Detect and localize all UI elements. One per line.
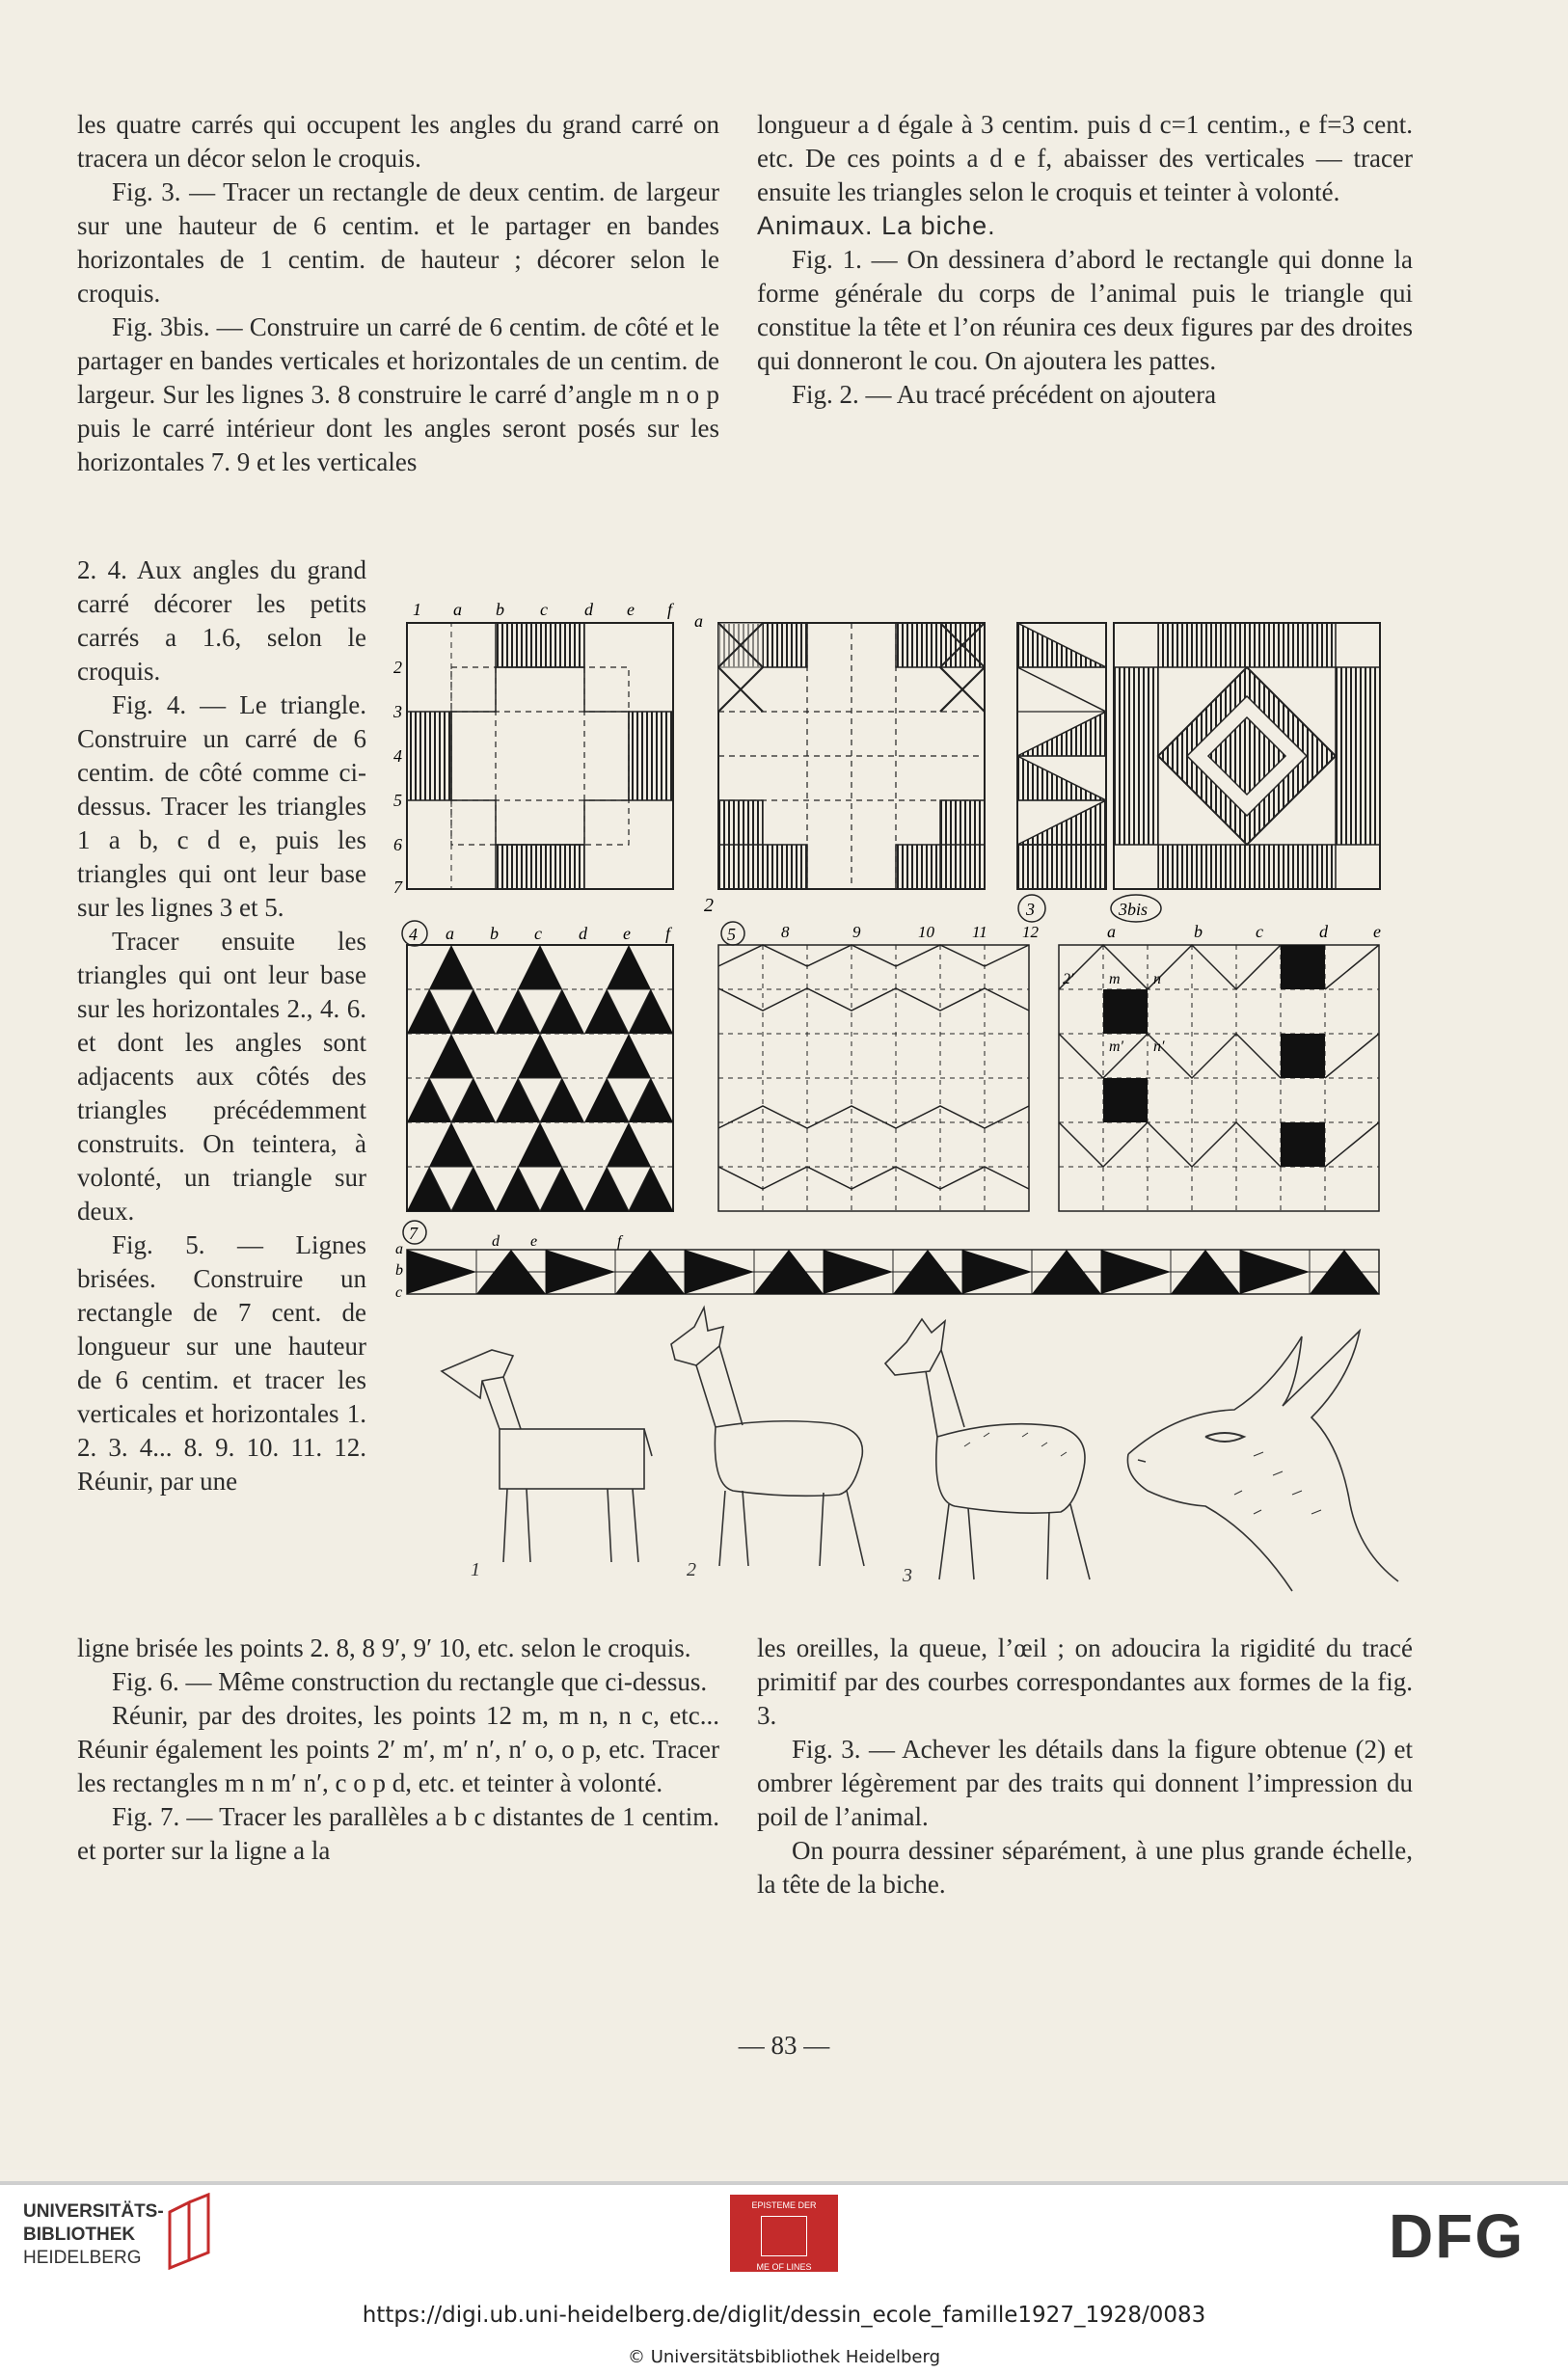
fig6-label: d <box>1319 922 1328 941</box>
fig7-triangle <box>1101 1250 1171 1294</box>
hatched-rect <box>496 623 584 667</box>
paragraph-fig5: Fig. 5. — Lignes brisées. Construire un rectangle de 7 cent. de longueur sur une hauteur de 6 centim. et tracer les verticales et horizontales 1. 2. 3. 4... 8. 9. 10. 11. 12. Réunir, par une <box>77 1230 366 1496</box>
deer-sketch-3 <box>885 1319 1090 1586</box>
fig4-label: b <box>490 924 499 943</box>
fig4-number: 4 <box>409 925 418 944</box>
paragraph-deer-fig3: Fig. 3. — Achever les détails dans la figure obtenue (2) et ombrer légèrement par des traits qui donnent l’impression du poil de l’animal. <box>757 1735 1413 1831</box>
fig7-label: b <box>395 1262 403 1279</box>
hatched-rect <box>407 712 451 800</box>
paragraph: les oreilles, la queue, l’œil ; on adoucira la rigidité du tracé primitif par des courbes correspondantes aux formes de la fig. 3. <box>757 1633 1413 1730</box>
fig5-label: 10 <box>918 923 934 941</box>
fig7-triangle <box>824 1250 893 1294</box>
fig7-triangle <box>546 1250 615 1294</box>
fig-number: 2 <box>704 895 714 916</box>
fig5-grid <box>718 945 1029 1211</box>
fig7-triangle <box>962 1250 1032 1294</box>
figure-4 <box>402 921 673 1211</box>
fig7-triangle <box>685 1250 754 1294</box>
fig6-label: a <box>1107 922 1116 941</box>
deer-sketch-2 <box>671 1308 864 1580</box>
fig7-triangle <box>1240 1250 1310 1294</box>
fig6-label: b <box>1194 922 1203 941</box>
figure-2 <box>392 600 675 897</box>
fig2-label: e <box>627 600 635 619</box>
paragraph-fig6: Fig. 6. — Même construction du rectangle que ci-dessus. <box>112 1667 708 1696</box>
heading-bold: Animaux. <box>757 211 874 240</box>
fig4-label: a <box>446 924 454 943</box>
ub-heidelberg-logo[interactable] <box>23 2200 164 2270</box>
fig6-point: n′ <box>1153 1039 1165 1055</box>
right-column-top <box>757 108 1413 412</box>
paragraph-fig7: Fig. 7. — Tracer les parallèles a b c distantes de 1 centim. et porter sur la ligne a la <box>77 1802 719 1865</box>
paragraph-fig6-cont: Réunir, par des droites, les points 12 m, m n, n c, etc... Réunir également les points 2′ m′, m′ n′, n′ o, o p, etc. Tracer les rectangles m n m′ n′, c o p d, etc. et teinter à volonté. <box>77 1701 719 1797</box>
fig2-label: 2 <box>393 658 402 677</box>
fig2-label: c <box>540 600 548 619</box>
figure-3 <box>1017 623 1106 922</box>
logo-line: BIBLIOTHEK <box>23 2225 136 2245</box>
fig4-label: e <box>623 924 631 943</box>
fig7-label: c <box>395 1284 403 1301</box>
fig7-label: d <box>492 1233 500 1250</box>
fig2-label: 5 <box>393 791 402 810</box>
paragraph: les quatre carrés qui occupent les angles du grand carré on tracera un décor selon le croquis. <box>77 110 719 173</box>
paragraph-deer-head: On pourra dessiner séparément, à une plus grande échelle, la tête de la biche. <box>757 1836 1413 1899</box>
fig2-label: 1 <box>413 600 421 619</box>
fig7-label: a <box>395 1241 403 1257</box>
logo-text: EPISTEME DER <box>751 2200 817 2210</box>
page-number: — 83 — <box>738 2031 830 2060</box>
figure-7 <box>395 1221 1379 1301</box>
logo-line: UNIVERSITÄTS- <box>23 2201 164 2222</box>
left-column-bottom <box>77 1632 719 1868</box>
deer-number: 2 <box>687 1559 696 1580</box>
fig4-label: f <box>665 924 671 943</box>
fig2-label: d <box>584 600 593 619</box>
deer-number: 3 <box>903 1565 912 1586</box>
fig7-triangle <box>407 1250 476 1294</box>
fig4-label: d <box>579 924 587 943</box>
paragraph: ligne brisée les points 2. 8, 8 9′, 9′ 10, etc. selon le croquis. <box>77 1633 691 1662</box>
heading-rest: La biche. <box>873 211 996 240</box>
figure-3bis <box>1111 623 1380 922</box>
section-heading <box>757 209 1413 243</box>
paragraph-fig3: Fig. 3. — Tracer un rectangle de deux centim. de largeur sur une hauteur de 6 centim. et le partager en bandes horizontales de 1 centim. de hauteur ; décorer selon le croquis. <box>77 177 719 308</box>
paragraph: 2. 4. Aux angles du grand carré décorer les petits carrés a 1.6, selon le croquis. <box>77 555 366 686</box>
fig5-label: 12 <box>1022 923 1039 941</box>
paragraph-fig4: Fig. 4. — Le triangle. Construire un carré de 6 centim. de côté comme ci-dessus. Tracer les triangles 1 a b, c d e, puis les triangles qui ont leur base sur les lignes 3 et 5. <box>77 690 366 922</box>
figure-5 <box>718 922 1040 1211</box>
fig2-label: 4 <box>393 746 402 766</box>
left-column-narrow <box>77 553 366 1498</box>
right-column-bottom <box>757 1632 1413 1902</box>
fig7-number: 7 <box>409 1224 418 1243</box>
ub-mark-icon <box>160 2193 218 2270</box>
permalink[interactable]: https://digi.ub.uni-heidelberg.de/diglit/dessin_ecole_famille1927_1928/0083 <box>362 2303 1206 2328</box>
fig2-label: f <box>667 600 673 619</box>
paragraph-fig4-cont: Tracer ensuite les triangles qui ont leur base sur les horizontales 2., 4. 6. et dont les angles sont adjacents aux côtés des triangles précédemment construits. On teintera, à volonté, un triangle sur deux. <box>77 927 366 1226</box>
left-column-top <box>77 108 719 479</box>
hatched-rect <box>496 845 584 889</box>
fig6-point: n <box>1153 971 1161 987</box>
paragraph-fig3bis: Fig. 3bis. — Construire un carré de 6 centim. de côté et le partager en bandes verticales et horizontales de un centim. de largeur. Sur les lignes 3. 8 construire le carré d’angle m n o p puis le carré intérieur dont les angles seront posés sur les horizontales 7. 9 et les verticales <box>77 312 719 476</box>
fig2-label: 3 <box>393 702 402 721</box>
fig2-label: 7 <box>393 877 402 897</box>
paragraph: longueur a d égale à 3 centim. puis d c=1 centim., e f=3 cent. etc. De ces points a d e f, abaisser des verticales — tracer ensuite les triangles selon le croquis et teinter à volonté. <box>757 110 1413 206</box>
hatched-rect <box>629 712 673 800</box>
fig2-label: 6 <box>393 835 402 854</box>
fig2-label: b <box>496 600 504 619</box>
dfg-logo[interactable]: DFG <box>1389 2201 1526 2271</box>
fig-label: a <box>694 611 703 631</box>
fig4-triangles <box>407 945 673 1211</box>
deer-head-sketch <box>1127 1331 1398 1591</box>
fig5-number: 5 <box>727 925 736 944</box>
deer-number: 1 <box>471 1559 480 1580</box>
fig3bis-number: 3bis <box>1119 900 1149 919</box>
fig6-label: e <box>1373 922 1381 941</box>
footer-divider <box>0 2181 1568 2185</box>
logo-text: ME OF LINES <box>756 2262 812 2272</box>
figure-squares <box>694 611 985 916</box>
fig6-point: m′ <box>1109 1039 1124 1055</box>
seal-icon <box>761 2216 807 2256</box>
fig4-label: c <box>534 924 542 943</box>
fig5-label: 8 <box>781 923 790 941</box>
fig6-point: m <box>1109 971 1121 987</box>
logo-line: HEIDELBERG <box>23 2248 142 2268</box>
figures-plate <box>386 588 1418 1610</box>
episteme-logo[interactable] <box>730 2195 838 2272</box>
deer-sketch-1 <box>442 1350 652 1580</box>
fig3-number: 3 <box>1026 900 1035 919</box>
fig6-point: 2′ <box>1063 971 1074 987</box>
figure-6 <box>1059 922 1381 1211</box>
viewer-footer <box>0 2181 1568 2374</box>
fig7-label: e <box>530 1233 538 1250</box>
copyright-notice: © Universitätsbibliothek Heidelberg <box>627 2347 940 2367</box>
paragraph-deer-fig2: Fig. 2. — Au tracé précédent on ajoutera <box>792 380 1217 409</box>
fig5-label: 11 <box>972 923 987 941</box>
paragraph-deer-fig1: Fig. 1. — On dessinera d’abord le rectangle qui donne la forme générale du corps de l’animal puis le triangle qui constitue la tête et l’on réunira ces deux figures par des droites qui donneront le cou. On ajoutera les pattes. <box>757 245 1413 375</box>
fig2-label: a <box>453 600 462 619</box>
fig7-label: f <box>617 1233 622 1250</box>
fig6-label: c <box>1256 922 1263 941</box>
fig5-label: 9 <box>852 923 861 941</box>
